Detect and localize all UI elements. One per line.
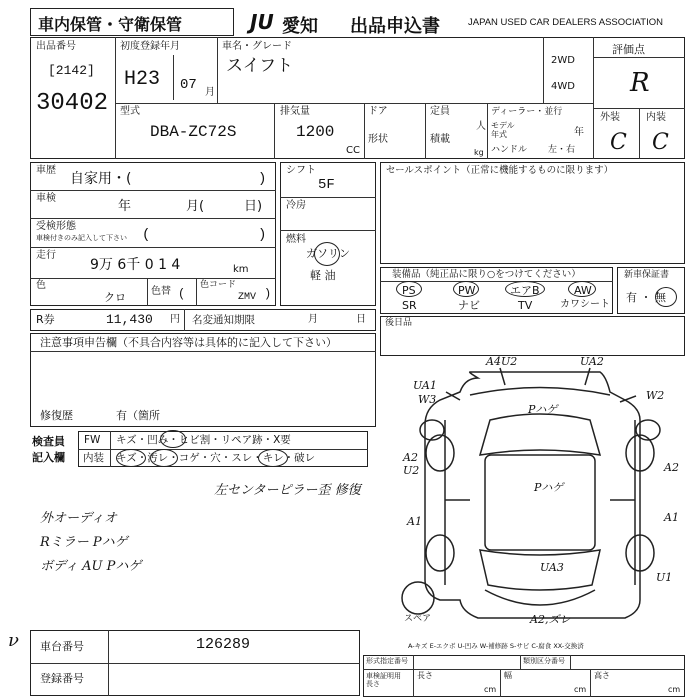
shift-label: シフト xyxy=(286,165,316,176)
equip-sr: SR xyxy=(402,299,417,312)
mileage-unit: km xyxy=(233,264,249,275)
remark-body: ボディ AU Pハゲ xyxy=(40,559,142,574)
dmg-top-left: A4U2 xyxy=(486,355,518,368)
first-reg-month-unit: 月 xyxy=(205,87,215,98)
storage-tag-text: 車内保管・守衛保管 xyxy=(38,15,183,34)
remark-mirror: Rミラー Pハゲ xyxy=(40,535,128,550)
inspector-label-2: 記入欄 xyxy=(32,451,65,464)
warranty-opts: 有 ・ 無 xyxy=(626,291,666,304)
name-change-day: 日 xyxy=(356,314,366,325)
drive-4wd: 4WD xyxy=(551,81,575,92)
dmg-left-w3: W3 xyxy=(418,393,437,406)
chassis-value: 126289 xyxy=(196,636,251,653)
spec-length-label: 長さ xyxy=(417,671,433,680)
first-reg-year: H23 xyxy=(124,68,161,91)
registration-label: 登録番号 xyxy=(40,672,84,685)
lot-sub: [2142] xyxy=(48,63,95,78)
shape-label: 形状 xyxy=(368,134,388,145)
dmg-hood: Pハゲ xyxy=(528,403,558,416)
notes-label: 注意事項申告欄（不具合内容等は具体的に記入して下さい） xyxy=(40,336,337,349)
spare-label: スペア xyxy=(404,614,432,624)
drive-2wd: 2WD xyxy=(551,55,575,66)
dmg-a1-left: A1 xyxy=(407,515,422,528)
mileage-label: 走行 xyxy=(36,250,56,261)
equip-airbag: エアB xyxy=(510,284,540,297)
color-code: ZMV xyxy=(238,292,257,303)
dmg-right-low: U1 xyxy=(656,571,673,584)
mileage-value: 9万 6千 0 1 4 xyxy=(90,257,181,273)
spec-height-label: 高さ xyxy=(594,671,610,680)
load-unit: kg xyxy=(474,148,484,157)
interior-grade: C xyxy=(652,130,669,155)
evaluation-score: R xyxy=(630,68,650,98)
sales-points-label: セールスポイント（正常に機能するものに限ります） xyxy=(386,165,614,176)
repaint-open: ( xyxy=(178,287,186,301)
model-year-label: モデル 年式 xyxy=(491,121,515,139)
name-change-month: 月 xyxy=(308,314,318,325)
spare-tire xyxy=(402,582,434,614)
spec-length-unit: cm xyxy=(484,685,497,694)
first-reg-month: 07 xyxy=(180,77,197,93)
inspection-day: 日) xyxy=(244,199,263,214)
dmg-a2-right: A2 xyxy=(664,461,679,474)
association-name: JAPAN USED CAR DEALERS ASSOCIATION xyxy=(468,17,663,28)
rear-hatch xyxy=(485,590,595,605)
inspector-row1: キズ・凹み・ヒビ割・リペア跡・X要 xyxy=(116,434,291,446)
inspector-row2: キズ・汚レ・コゲ・穴・スレ・キレ・破レ xyxy=(116,452,316,464)
history-label: 車歴 xyxy=(36,165,56,176)
inspection-month: 月( xyxy=(186,199,205,214)
recycle-unit: 円 xyxy=(170,314,180,325)
equipment-label: 装備品（純正品に限り○をつけてください） xyxy=(392,269,581,280)
dmg-a2-left: A2 xyxy=(403,451,418,464)
roof xyxy=(485,455,595,550)
spec-height-unit: cm xyxy=(668,685,681,694)
shift-value: 5F xyxy=(318,177,335,193)
spec-width-label: 幅 xyxy=(504,671,512,680)
repaint-label: 色替 xyxy=(151,286,171,297)
recycle-value: 11,430 xyxy=(106,312,153,327)
exterior-grade: C xyxy=(610,130,627,155)
windshield xyxy=(480,414,600,455)
fuel-label: 燃料 xyxy=(286,234,306,245)
dmg-rear-right: A2,ズレ xyxy=(530,613,571,626)
inspection-label: 車検 xyxy=(36,193,56,204)
color-label: 色 xyxy=(36,280,46,291)
car-name-label: 車名・グレード xyxy=(222,41,292,52)
car-name-value: スイフト xyxy=(226,56,294,76)
remark-pillar: 左センターピラー歪 修復 xyxy=(214,483,361,498)
fuel-gas: ガソリン xyxy=(306,247,350,260)
capacity-label: 定員 xyxy=(430,106,450,117)
handle-label: ハンドル xyxy=(491,145,528,155)
received-label: 受検形態 xyxy=(36,221,76,232)
form-title: 出品申込書 xyxy=(350,16,440,37)
color-code-label: 色コード xyxy=(200,280,237,290)
equip-seat: カワシート xyxy=(560,299,610,310)
equip-navi: ナビ xyxy=(458,299,480,312)
mirror-left xyxy=(420,420,444,440)
model-year-unit: 年 xyxy=(574,127,584,138)
equip-ps: PS xyxy=(402,284,416,297)
dmg-rear: UA3 xyxy=(540,561,564,574)
recycle-label: R券 xyxy=(36,313,55,326)
wheel-front-left xyxy=(426,435,454,471)
inspection-year: 年 xyxy=(118,199,132,214)
spec-doc-length-label: 車検証明用 長さ xyxy=(366,672,401,689)
equip-tv: TV xyxy=(518,299,533,312)
inspector-row1-head: FW xyxy=(84,434,101,446)
capacity-unit: 人 xyxy=(476,121,486,132)
dmg-top-right: UA2 xyxy=(580,355,604,368)
lot-number: 30402 xyxy=(36,90,109,117)
spec-width-unit: cm xyxy=(574,685,587,694)
repair-value: 有（箇所 xyxy=(116,409,160,422)
received-note: 車検付きのみ記入して下さい xyxy=(36,234,127,242)
org-name: 愛知 xyxy=(282,16,318,37)
color-value: クロ xyxy=(104,291,126,304)
door-label: ドア xyxy=(368,106,388,117)
aircon-label: 冷房 xyxy=(286,200,306,211)
exterior-label: 外装 xyxy=(600,112,620,123)
displacement-label: 排気量 xyxy=(280,106,310,117)
dmg-roof: Pハゲ xyxy=(534,481,564,494)
hood-line xyxy=(470,388,610,396)
spec-category-label: 類別区分番号 xyxy=(523,657,565,665)
lot-label: 出品番号 xyxy=(36,41,76,52)
inspector-label-1: 検査員 xyxy=(32,435,65,448)
ju-logo: JU xyxy=(250,10,274,34)
displacement-unit: CC xyxy=(346,145,360,156)
remark-audio: 外オーディオ xyxy=(40,511,117,526)
warranty-label: 新車保証書 xyxy=(624,270,670,280)
model-value: DBA-ZC72S xyxy=(150,123,237,141)
evaluation-label: 評価点 xyxy=(612,43,645,56)
model-label: 型式 xyxy=(120,106,140,117)
equip-pw: PW xyxy=(458,284,476,297)
history-close: ) xyxy=(258,171,267,187)
received-close: ) xyxy=(258,227,267,243)
displacement-value: 1200 xyxy=(296,123,335,141)
first-reg-label: 初度登録年月 xyxy=(120,41,180,52)
dmg-a1-right: A1 xyxy=(664,511,679,524)
corner-mark: ν xyxy=(8,630,19,651)
dmg-right-w2: W2 xyxy=(646,389,665,402)
history-value: 自家用・( xyxy=(70,171,132,187)
dmg-u2-left: U2 xyxy=(403,464,420,477)
fuel-diesel: 軽 油 xyxy=(310,269,336,282)
repair-label: 修復歴 xyxy=(40,409,73,422)
chassis-label: 車台番号 xyxy=(40,640,84,653)
name-change-label: 名変通知期限 xyxy=(192,314,255,326)
dealer-label: ディーラー・並行 xyxy=(491,107,563,117)
spec-type-label: 形式指定番号 xyxy=(366,657,408,665)
received-open: ( xyxy=(142,227,151,243)
repaint-close: ) xyxy=(264,287,272,301)
load-label: 積載 xyxy=(430,134,450,145)
dmg-left-upper: UA1 xyxy=(413,379,437,392)
wheel-rear-left xyxy=(426,535,454,571)
damage-legend: A-キズ E-エクボ U-凹み W-補修跡 S-サビ C-腐食 XX-交換済 xyxy=(408,642,584,650)
handle-options: 左・右 xyxy=(548,145,576,155)
inspector-row2-head: 内装 xyxy=(83,452,104,464)
equip-aw: AW xyxy=(574,284,592,297)
rear-items-label: 後日品 xyxy=(385,318,413,328)
interior-label: 内装 xyxy=(646,112,666,123)
